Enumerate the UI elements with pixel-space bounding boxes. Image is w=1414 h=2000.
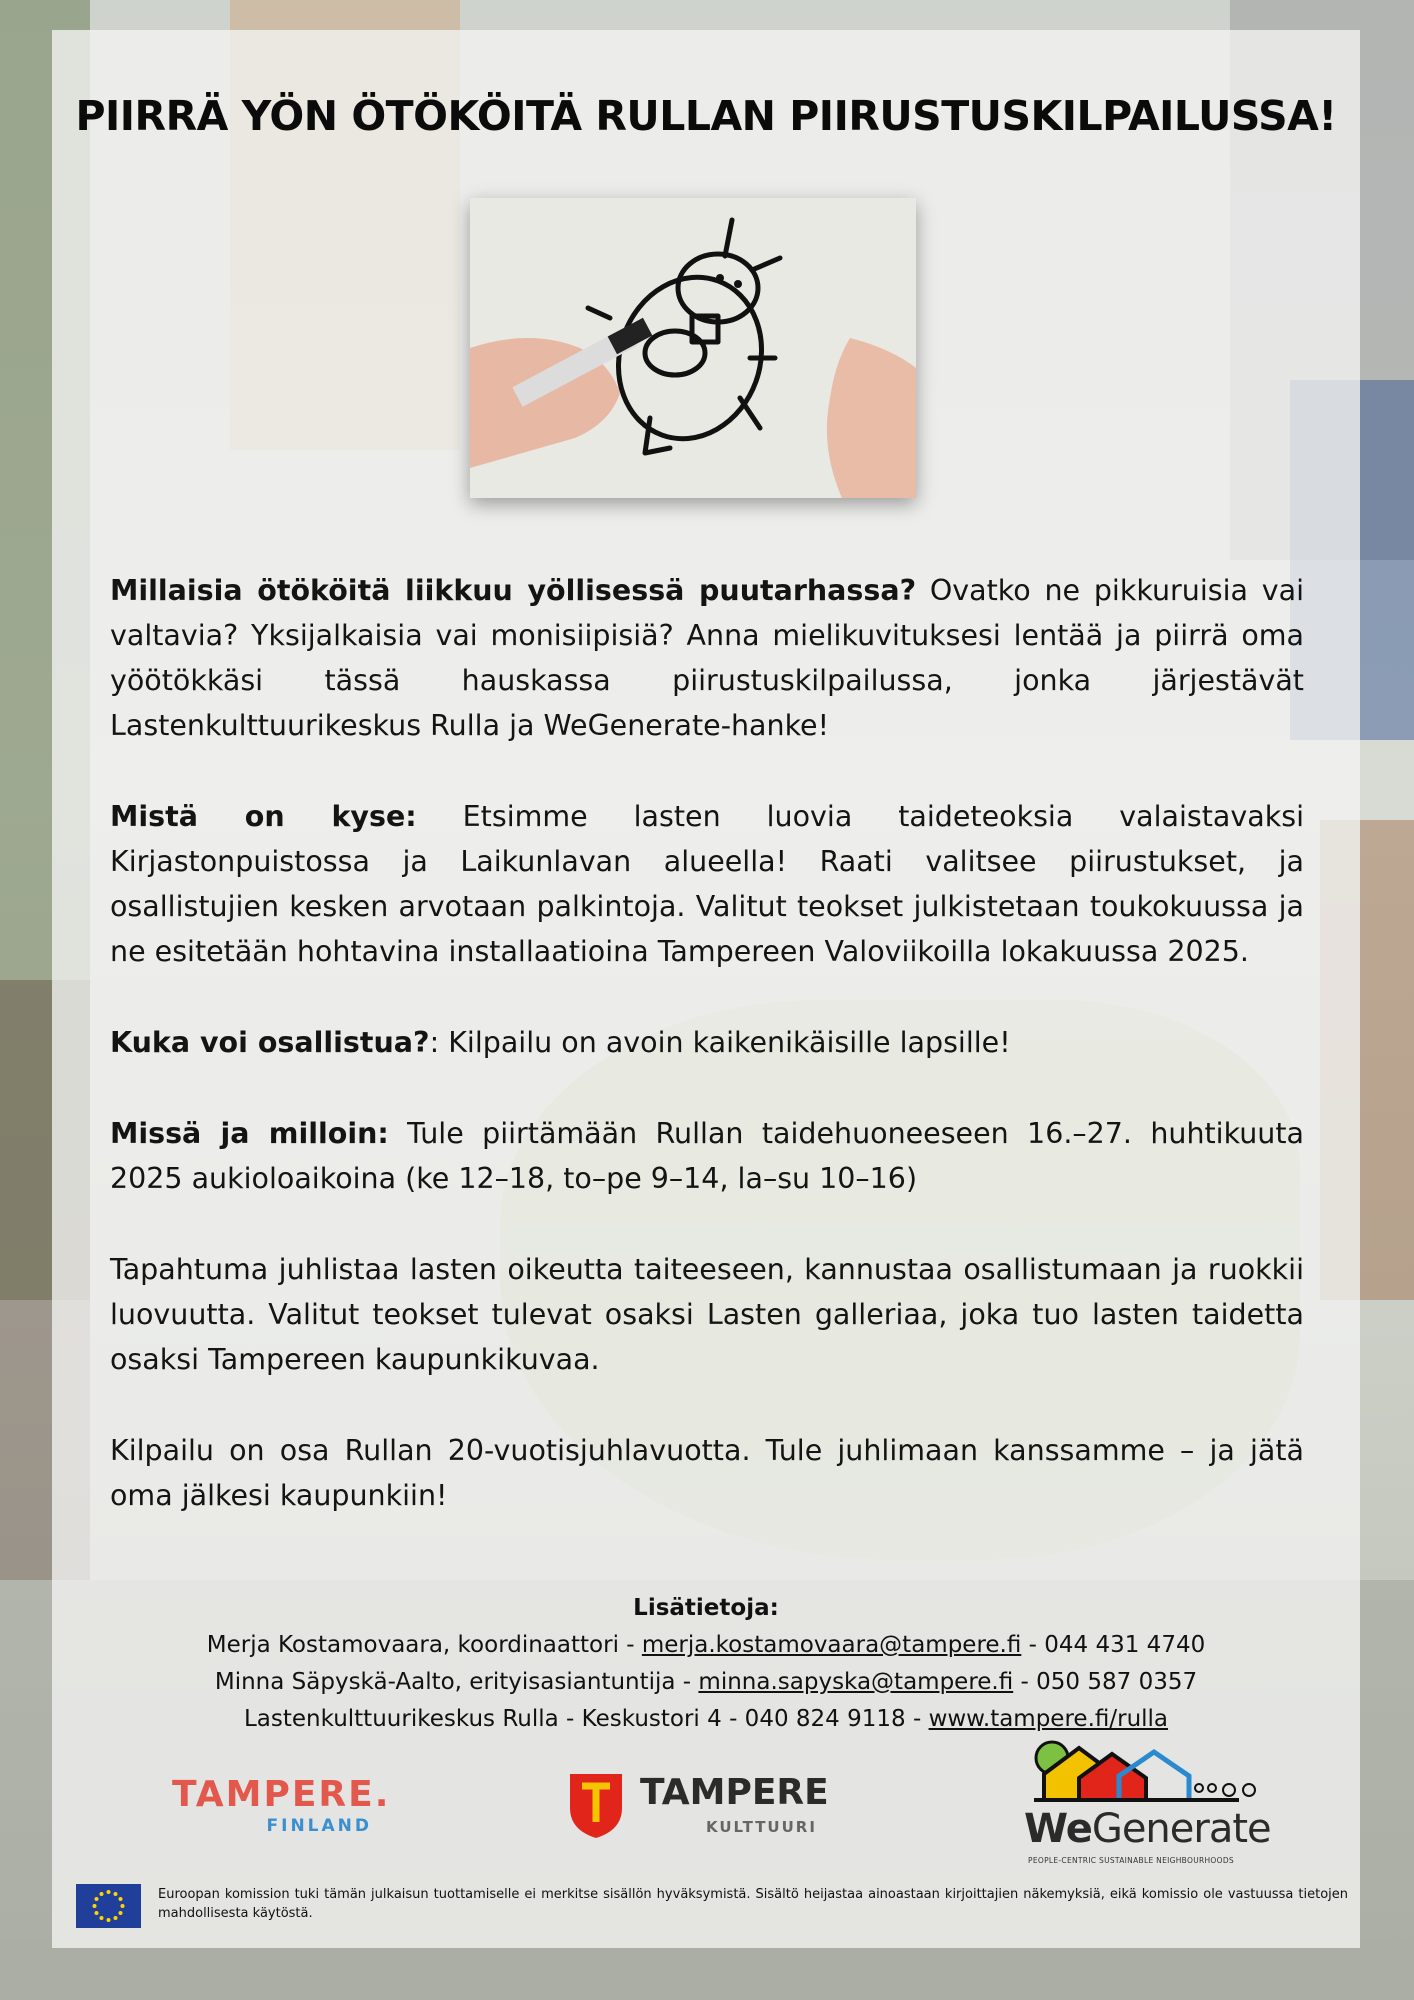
eu-flag-icon	[76, 1884, 141, 1928]
logo-row	[52, 1740, 1360, 1880]
email-link-merja[interactable]: merja.kostamovaara@tampere.fi	[641, 1632, 1022, 1658]
body-text	[110, 568, 1304, 1564]
paragraph-intro: Millaisia ötököitä liikkuu yöllisessä puutarhassa? Ovatko ne pikkuruisia vai valtavia? Yksijalkaisia vai monisiipisiä? Anna mielikuvituksesi lentää ja piirrä oma yöötökkäsi tässä hauskassa piirustuskilpailussa, jonka järjestävät Lastenkulttuurikeskus Rulla ja WeGenerate-hanke!	[110, 574, 1304, 742]
contact-line-merja: Merja Kostamovaara, koordinaattori - merja.kostamovaara@tampere.fi - 044 431 4740	[206, 1632, 1206, 1658]
contact-info	[52, 1590, 1360, 1738]
contact-line-minna: Minna Säpyskä-Aalto, erityisasiantuntija - minna.sapyska@tampere.fi - 050 587 0357	[214, 1669, 1198, 1695]
paragraph-event: Tapahtuma juhlistaa lasten oikeutta taiteeseen, kannustaa osallistumaan ja ruokkii luovuutta. Valitut teokset tulevat osaksi Lasten galleriaa, joka tuo lasten taidetta osaksi Tampereen kaupunkikuvaa.	[110, 1253, 1304, 1376]
paragraph-about: Mistä on kyse: Etsimme lasten luovia taideteoksia valaistavaksi Kirjastonpuistossa ja Laikunlavan alueella! Raati valitsee piirustukset, ja osallistujien kesken arvotaan palkintoja. Valitut teokset julkistetaan toukokuussa ja ne esitetään hohtavina installaatioina Tampereen Valoviikoilla lokakuussa 2025.	[110, 800, 1304, 968]
tampere-finland-logo: TAMPERE. FINLAND	[172, 1774, 391, 1836]
paragraph-where-when: Missä ja milloin: Tule piirtämään Rullan taidehuoneeseen 16.–27. huhtikuuta 2025 aukioloaikoina (ke 12–18, to–pe 9–14, la–su 10–16)	[110, 1117, 1304, 1195]
drawing-photo	[470, 198, 916, 498]
contact-line-rulla: Lastenkulttuurikeskus Rulla - Keskustori 4 - 040 824 9118 - www.tampere.fi/rulla	[243, 1706, 1169, 1732]
website-link-rulla[interactable]: www.tampere.fi/rulla	[928, 1706, 1169, 1732]
paragraph-anniversary: Kilpailu on osa Rullan 20-vuotisjuhlavuotta. Tule juhlimaan kanssamme – ja jätä oma jälkesi kaupunkiin!	[110, 1434, 1304, 1512]
page-title: PIIRRÄ YÖN ÖTÖKÖITÄ RULLAN PIIRUSTUSKILPAILUSSA!	[75, 92, 1337, 140]
eu-disclaimer: Euroopan komission tuki tämän julkaisun tuottamiselle ei merkitse sisällön hyväksymistä. Sisältö heijastaa ainoastaan kirjoittajien näkemyksiä, eikä komissio ole vastuussa tietojen mahdollisesta käytöstä.	[158, 1887, 1348, 1921]
contacts-heading: Lisätietoja:	[633, 1595, 779, 1621]
tampere-coat-of-arms-icon	[566, 1770, 626, 1840]
wegenerate-logo: WeGenerate PEOPLE-CENTRIC SUSTAINABLE NEIGHBOURHOODS	[1024, 1740, 1284, 1870]
wegenerate-houses-icon	[1024, 1740, 1264, 1806]
paragraph-who: Kuka voi osallistua?: Kilpailu on avoin kaikenikäisille lapsille!	[110, 1026, 1011, 1059]
email-link-minna[interactable]: minna.sapyska@tampere.fi	[698, 1669, 1014, 1695]
child-drawing-bug-illustration	[470, 198, 916, 498]
tampere-kulttuuri-logo: TAMPERE KULTTUURI	[566, 1770, 886, 1850]
